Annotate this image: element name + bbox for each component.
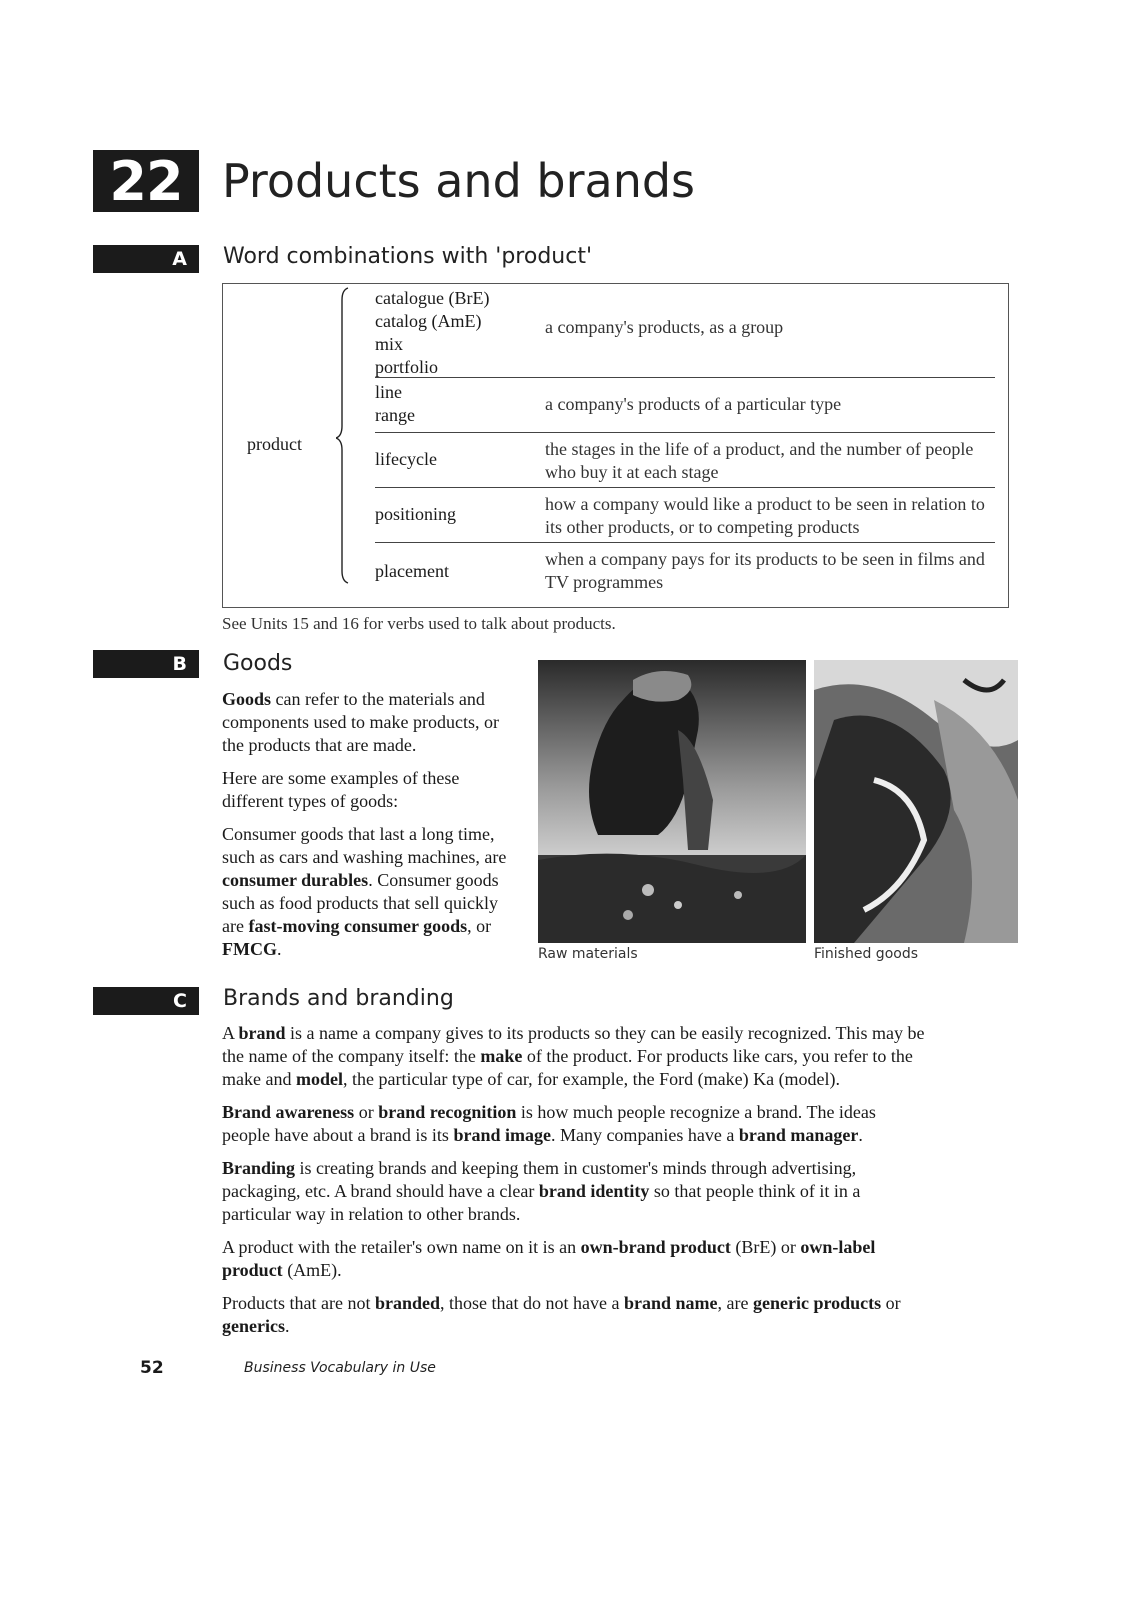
table-note: See Units 15 and 16 for verbs used to talk about products. <box>222 614 616 633</box>
paragraph: Goods can refer to the materials and components used to make products, or the products that are made. <box>222 689 499 755</box>
table-row <box>375 377 995 433</box>
paragraph: Brand awareness or brand recognition is how much people recognize a brand. The ideas people have about a brand is its brand image. Many companies have a brand manager. <box>222 1102 876 1145</box>
term: catalogue (BrE) <box>375 288 490 308</box>
paragraph: Here are some examples of these different types of goods: <box>222 768 460 811</box>
section-a-badge: A <box>93 245 199 273</box>
term: portfolio <box>375 357 438 377</box>
term: lifecycle <box>375 449 437 469</box>
photo-caption: Finished goods <box>814 946 919 962</box>
table-head-word: product <box>247 434 302 454</box>
page-number: 52 <box>140 1358 164 1378</box>
term: placement <box>375 561 449 581</box>
curly-brace-icon <box>336 286 366 586</box>
definition: when a company pays for its products to be seen in films and TV programmes <box>545 549 985 592</box>
paragraph: Products that are not branded, those that do not have a brand name, are generic products or generics. <box>222 1293 901 1336</box>
term: range <box>375 405 415 425</box>
table-row <box>375 284 995 378</box>
unit-number: 22 <box>93 150 199 212</box>
unit-title: Products and brands <box>222 154 696 208</box>
table-row <box>375 542 995 602</box>
book-title: Business Vocabulary in Use <box>244 1360 436 1376</box>
paragraph: A brand is a name a company gives to its products so they can be easily recognized. This may be the name of the company itself: the make of the product. For products like cars, you refer to the make and model, the particular type of car, for example, the Ford (make) Ka (model). <box>222 1023 925 1089</box>
definition: how a company would like a product to be seen in relation to its other products, or to competing products <box>545 494 985 537</box>
raw-materials-photo <box>538 660 806 943</box>
section-c-title: Brands and branding <box>223 986 454 1011</box>
term: catalog (AmE) <box>375 311 482 331</box>
finished-goods-photo <box>814 660 1018 943</box>
branding-text <box>222 1022 927 1348</box>
definition: the stages in the life of a product, and the number of people who buy it at each stage <box>545 439 974 482</box>
table-row <box>375 487 995 543</box>
term: mix <box>375 334 404 354</box>
paragraph: A product with the retailer's own name on it is an own-brand product (BrE) or own-label product (AmE). <box>222 1237 876 1280</box>
section-b-badge: B <box>93 650 199 678</box>
section-b-title: Goods <box>223 651 293 676</box>
definition: a company's products of a particular type <box>545 394 842 414</box>
goods-text <box>222 688 514 971</box>
definition: a company's products, as a group <box>545 317 784 337</box>
term: positioning <box>375 504 457 524</box>
word-combination-table <box>222 283 1009 608</box>
section-a-title: Word combinations with 'product' <box>223 244 593 269</box>
term: line <box>375 382 402 402</box>
table-row <box>375 432 995 488</box>
photo-caption: Raw materials <box>538 946 638 962</box>
paragraph: Branding is creating brands and keeping them in customer's minds through advertising, packaging, etc. A brand should have a clear brand identity so that people think of it in a particular way in relation to other brands. <box>222 1158 861 1224</box>
section-c-badge: C <box>93 987 199 1015</box>
paragraph: Consumer goods that last a long time, such as cars and washing machines, are consumer durables. Consumer goods such as food products that sell quickly are fast-moving consumer goods, or FMCG. <box>222 824 507 959</box>
